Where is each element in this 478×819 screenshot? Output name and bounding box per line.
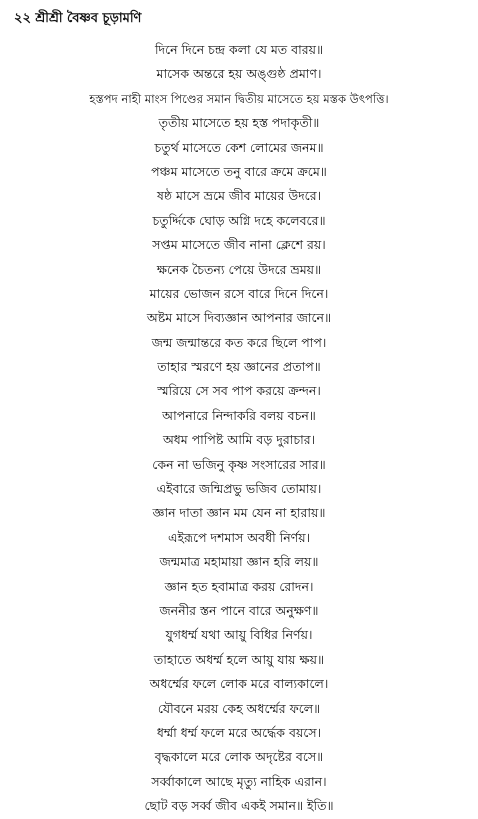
verse-line: অধর্ম্মের ফলে লোক মরে বাল্যকালে। <box>149 676 329 692</box>
verse-line: জন্মমাত্র মহামায়া জ্ঞান হরি লয়॥ <box>159 554 319 570</box>
verse-line: পঞ্চম মাসেতে তনু বারে ক্রমে ক্রমে॥ <box>151 163 327 179</box>
verse-line: এইবারে জন্মিপ্রভু ভজিব তোমায়। <box>156 481 322 497</box>
verse-line: কেন না ভজিনু কৃষ্ণ সংসারের সার॥ <box>152 456 326 472</box>
verse-line: ছোট বড় সর্ব্ব জীব একই সমান॥ ইতি॥ <box>144 798 334 814</box>
verse-line: দিনে দিনে চন্দ্র কলা যে মত বারয়॥ <box>154 42 324 57</box>
verse-list <box>0 38 478 819</box>
verse-line: জ্ঞান হত হবামাত্র করয় রোদন। <box>164 578 314 594</box>
running-head: ২২ শ্রীশ্রী বৈষ্ণব চূড়ামণি <box>14 11 142 26</box>
verse-line: মাসেক অন্তরে হয় অঙ্গুষ্ঠ প্রমাণ। <box>156 66 322 82</box>
verse-line: চতুর্থ মাসেতে কেশ লোমের জনম॥ <box>154 139 324 155</box>
verse-line: জ্ঞান দাতা জ্ঞান মম যেন না হারায়॥ <box>152 505 326 521</box>
verse-line: ষষ্ঠ মাসে ভ্রমে জীব মায়ের উদরে। <box>156 188 322 204</box>
verse-line: তাহাতে অধর্ম্ম হলে আয়ু যায় ক্ষয়॥ <box>153 651 325 667</box>
verse-line: জন্ম জন্মান্তরে কত করে ছিলে পাপ। <box>151 334 327 350</box>
verse-line: ক্ষনেক চৈতন্য পেয়ে উদরে ভ্রময়॥ <box>156 261 322 277</box>
verse-line: ধর্ম্মা ধর্ম্ম ফলে মরে অর্দ্ধেক বয়সে। <box>156 724 322 740</box>
verse-line: সপ্তম মাসেতে জীব নানা ক্লেশে রয়। <box>152 237 326 253</box>
verse-line: অষ্টম মাসে দিব্যজ্ঞান আপনার জানে॥ <box>146 310 332 326</box>
verse-line: চতুর্দ্দিকে ঘোড় অগ্নি দহে কলেবরে॥ <box>152 212 326 228</box>
verse-line: আপনারে নিন্দাকরি বলয় বচন॥ <box>162 407 316 423</box>
verse-line: বৃদ্ধকালে মরে লোক অদৃষ্টের বসে॥ <box>154 749 324 765</box>
verse-line: যুগধর্ম্ম যথা আয়ু বিধির নির্ণয়। <box>165 627 313 643</box>
verse-line: যৌবনে মরয় কেহ অধর্ম্মের ফলে॥ <box>157 700 321 716</box>
verse-line: অধম পাপিষ্ট আমি বড় দুরাচার। <box>162 432 316 448</box>
verse-line: সর্ব্বাকালে আছে মৃত্যু নাহিক এরান। <box>151 773 327 789</box>
verse-line: এইরূপে দশমাস অবধী নির্ণয়। <box>167 529 311 545</box>
verse-line: তাহার স্মরণে হয় জ্ঞানের প্রতাপ॥ <box>157 359 321 375</box>
verse-line: তৃতীয় মাসেতে হয় হস্ত পদাকৃতী॥ <box>158 115 320 131</box>
verse-line: মায়ের ভোজন রসে বারে দিনে দিনে। <box>149 285 329 301</box>
verse-line: স্মরিয়ে সে সব পাপ করয়ে ক্রন্দন। <box>157 383 321 399</box>
verse-line: হস্তপদ নাহী মাংস পিণ্ডের সমান দ্বিতীয় মাসেতে হয় মস্তক উৎপত্তি। <box>89 91 389 106</box>
verse-line: জননীর স্তন পানে বারে অনুক্ষণ॥ <box>159 602 319 618</box>
